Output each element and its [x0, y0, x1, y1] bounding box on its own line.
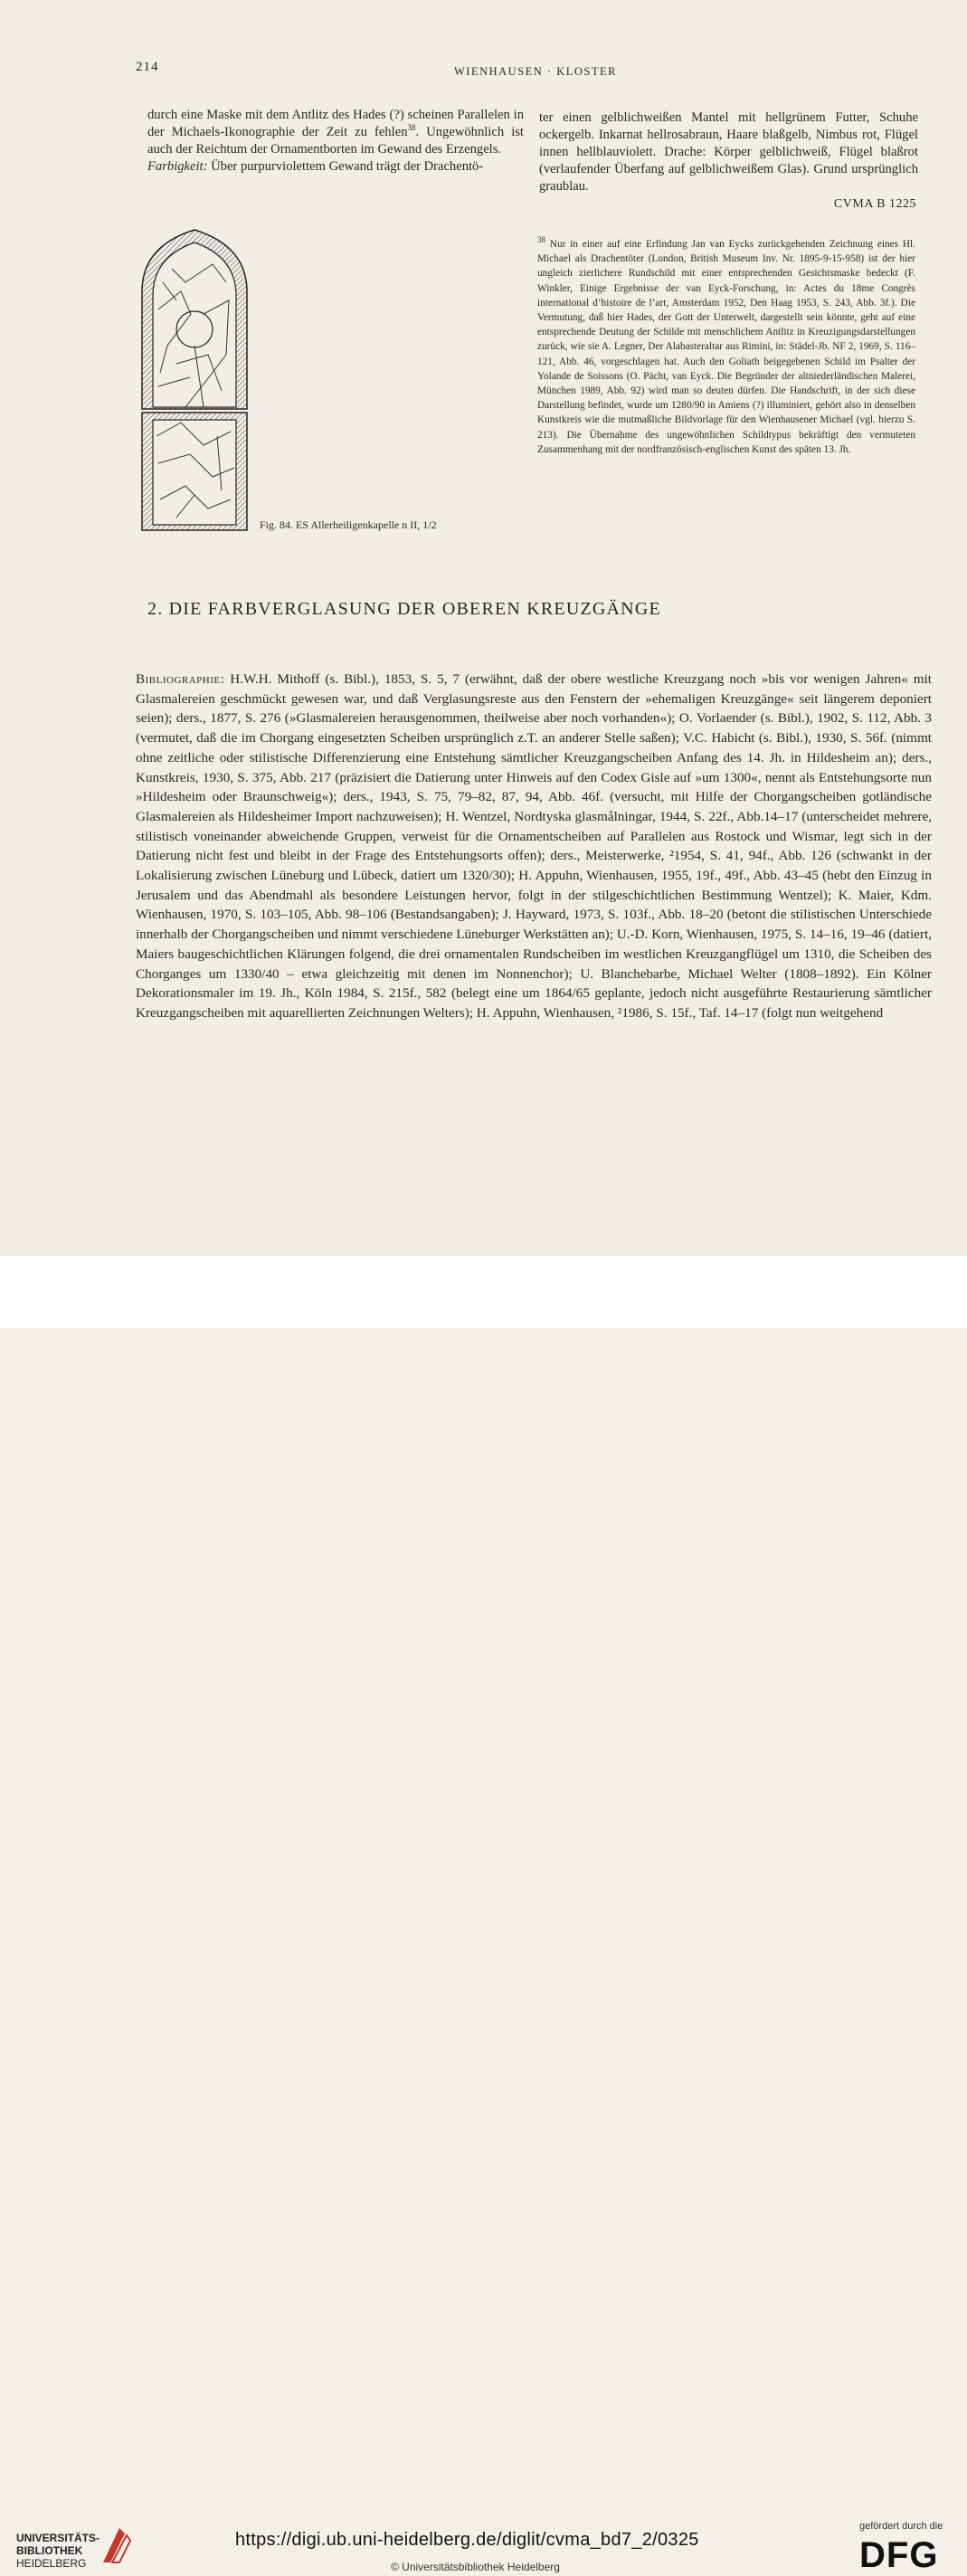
farbigkeit-label: Farbigkeit:	[147, 159, 208, 175]
footnote-38	[537, 237, 915, 457]
viewer-footer	[0, 1256, 967, 2575]
bibliography-label: Bibliographie:	[136, 671, 225, 687]
footnote-number: 38	[537, 235, 545, 245]
left-para-text: durch eine Maske mit dem Antlitz des Hades (?) scheinen Parallelen in der Michaels-Ikonographie der Zeit zu fehlen	[147, 108, 524, 140]
running-title: WIENHAUSEN · KLOSTER	[454, 65, 617, 78]
right-column	[539, 109, 918, 195]
dfg-logo[interactable]: DFG	[859, 2535, 939, 2575]
scanned-page	[0, 0, 967, 1256]
page-number: 214	[136, 60, 159, 74]
library-name-3: HEIDELBERG	[16, 2557, 87, 2570]
section-heading: 2. DIE FARBVERGLASUNG DER OBEREN KREUZGÄNGE	[147, 599, 661, 619]
footnote-ref: 38	[407, 123, 416, 133]
library-name-1: UNIVERSITÄTS-	[16, 2532, 100, 2544]
bibliography-paragraph	[136, 670, 932, 1023]
stained-glass-figure	[140, 228, 249, 532]
permalink-url[interactable]: https://digi.ub.uni-heidelberg.de/diglit/cvma_bd7_2/0325	[235, 2530, 699, 2550]
farbigkeit-paragraph	[147, 158, 524, 176]
figure-caption: Fig. 84. ES Allerheiligenkapelle n II, 1/2	[260, 518, 437, 531]
right-paragraph: ter einen gelblichweißen Mantel mit hellgrünem Futter, Schuhe ockergelb. Inkarnat hellrosabraun, Haare blaßgelb, Nimbus rot, Flügel innen hellblauviolett. Drache: Körper gelblichweiß, Flügel blaßrot (verlaufender Überfang auf gelblichweißem Glas). Grund ursprünglich graublau.	[539, 110, 918, 195]
left-paragraph	[147, 107, 524, 158]
copyright-notice: © Universitätsbibliothek Heidelberg	[391, 2561, 560, 2573]
bibliography-text: H.W.H. Mithoff (s. Bibl.), 1853, S. 5, 7 (erwähnt, daß der obere westliche Kreuzgang noch »bis vor wenigen Jahren« mit Glasmalereien geschmückt gewesen war, und daß Verglasungsreste aus den Fenstern der »ehemaligen Kreuzgänge« seit längerem deponiert seien); ders., 1877, S. 276 (»Glasmalereien herausgenommen, theilweise aber noch vorhanden«); O. Vorlaender (s. Bibl.), 1902, S. 112, Abb. 3 (vermutet, daß die im Chorgang eingesetzten Scheiben ursprünglich z.T. an anderer Stelle saßen); V.C. Habicht (s. Bibl.), 1930, S. 56f. (nimmt ohne zeitliche oder stilistische Differenzierung eine Entstehung sämtlicher Kreuzgangscheiben Anfang des 14. Jh. in Hildesheim an); ders., Kunstkreis, 1930, S. 375, Abb. 217 (präzisiert die Datierung unter Hinweis auf den Codex Gisle auf »um 1300«, nennt als Entstehungsorte nun »Hildesheim oder Braunschweig«); ders., 1943, S. 75, 79–82, 87, 94, Abb. 46f. (versucht, mit Hilfe der Chorgangscheiben gotländische Glasmalereien als Hildesheimer Import nachzuweisen); H. Wentzel, Nordtyska glasmålningar, 1944, S. 22f., Abb.14–17 (unterscheidet mehrere, stilistisch voneinander abweichende Gruppen, verweist für die Ornamentscheiben auf Parallelen aus Rostock und Wismar, legt sich in der Datierung nicht fest und bleibt in der Frage des Entstehungsorts offen); ders., Meisterwerke, ²1954, S. 41, 94f., Abb. 126 (schwankt in der Lokalisierung zwischen Lüneburg und Lübeck, datiert um 1320/30); H. Appuhn, Wienhausen, 1955, 19f., 49f., Abb. 43–45 (hebt den Einzug in Jerusalem und das Abendmahl als besondere Leistungen hervor, folgt in der stilgeschichtlichen Bestimmung Wentzel); K. Maier, Kdm. Wienhausen, 1970, S. 103–105, Abb. 98–106 (Bestandsangaben); J. Hayward, 1973, S. 103f., Abb. 18–20 (betont die stilistischen Unterschiede innerhalb der Chorgangscheiben und nimmt verschiedene Lüneburger Werkstätten an); U.-D. Korn, Wienhausen, 1975, S. 14–16, 19–46 (datiert, Maiers baugeschichtlichen Klärungen folgend, die drei ornamentalen Rundscheiben im westlichen Kreuzgangflügel um 1310, die Scheiben des Chorganges um 1330/40 – etwa gleichzeitig mit denen im Nonnenchor); U. Blanchebarbe, Michael Welter (1808–1892). Ein Kölner Dekorationsmaler im 19. Jh., Köln 1984, S. 215f., 582 (belegt eine um 1864/65 geplante, jedoch nicht ausgeführte Restaurierung sämtlicher Kreuzgangscheiben mit aquarellierten Zeichnungen Welters); H. Appuhn, Wienhausen, ²1986, S. 15f., Taf. 14–17 (folgt nun weitgehend	[136, 671, 932, 1021]
library-emblem-icon	[98, 2523, 134, 2568]
library-name-2: BIBLIOTHEK	[16, 2544, 83, 2557]
farbigkeit-text: Über purpurviolettem Gewand trägt der Drachentö-	[207, 159, 484, 175]
left-para-rest: . Ungewöhnlich ist auch der Reichtum der Ornamentborten im Gewand des Erzengels.	[147, 125, 524, 157]
footnote-text: Nur in einer auf eine Erfindung Jan van Eycks zurückgehenden Zeichnung eines Hl. Michael als Drachentöter (London, British Museum Inv. Nr. 1895-9-15-958) ist der hier ungleich zierlichere Rundschild mit einer entsprechenden Gesichtsmaske bedeckt (F. Winkler, Einige Ergebnisse der van Eyck-Forschung, in: Actes du 18me Congrès international d’histoire de l’art, Amsterdam 1952, Den Haag 1953, S. 243, Abb. 3f.). Die Vermutung, daß hier Hades, der Gott der Unterwelt, dargestellt sein könnte, geht auf eine entsprechende Deutung der Schilde mit menschlichem Antlitz in Kreuzigungsdarstellungen zurück, wie sie A. Legner, Der Alabasteraltar aus Rimini, in: Städel-Jb. NF 2, 1969, S. 116–121, Abb. 46, vorgeschlagen hat. Auch den Goliath beigegebenen Schild im Psalter der Yolande de Soissons (O. Pächt, van Eyck. Die Begründer der altniederländischen Malerei, München 1989, Abb. 92) wird man so deuten dürfen. Die Handschrift, in der sich diese Darstellung befindet, wurde um 1280/90 in Amiens (?) illuminiert, gehört also in denselben Kunstkreis wie die mutmaßliche Bildvorlage für den Wienhausener Michael (vgl. hierzu S. 213). Die Übernahme des ungewöhnlichen Schildtypus bekräftigt den vermuteten Zusammenhang mit der nordfranzösisch-englischen Kunst des späten 13. Jh.	[537, 239, 915, 455]
cvma-reference: CVMA B 1225	[833, 197, 916, 211]
ub-heidelberg-logo[interactable]	[16, 2532, 100, 2570]
funding-text: gefördert durch die	[859, 2521, 943, 2532]
left-column	[147, 107, 524, 176]
